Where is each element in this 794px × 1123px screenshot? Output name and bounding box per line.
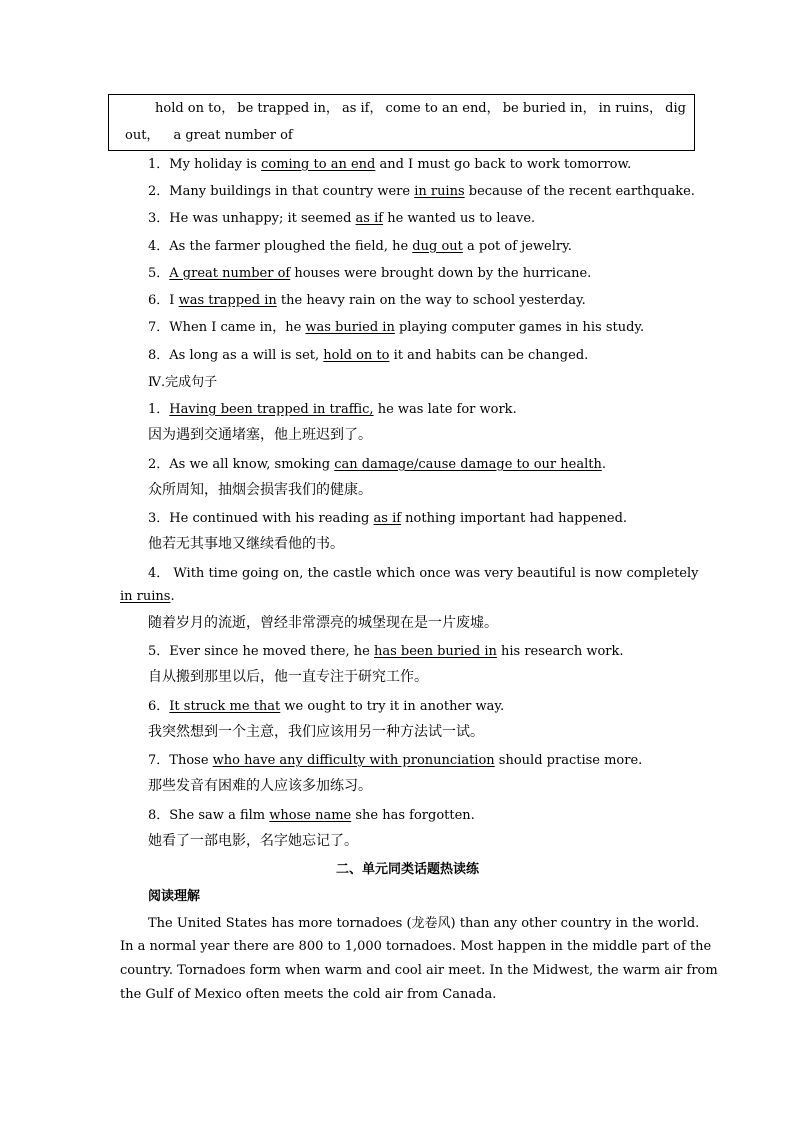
item-text: He was unhappy; it seemed bbox=[169, 211, 356, 226]
item-number: 2． bbox=[148, 457, 170, 472]
answer-text: It struck me that bbox=[169, 699, 281, 714]
item-text: his research work. bbox=[496, 644, 624, 659]
item-text: nothing important had happened. bbox=[401, 511, 628, 526]
answer-text: can damage/cause damage to our health bbox=[334, 457, 602, 472]
item-text: Many buildings in that country were bbox=[169, 184, 415, 199]
item-text: My holiday is bbox=[169, 157, 262, 172]
chinese-translation: 那些发音有困难的人应该多加练习。 bbox=[148, 778, 372, 794]
exercise-item bbox=[148, 453, 606, 472]
item-number: 5． bbox=[148, 644, 170, 659]
exercise-item bbox=[148, 695, 504, 714]
word-bank-row bbox=[125, 122, 686, 149]
item-text: She saw a film bbox=[169, 808, 270, 823]
exercise-item bbox=[148, 235, 572, 254]
answer-text: A great number of bbox=[169, 266, 291, 281]
item-text: . bbox=[170, 589, 175, 604]
exercise-item bbox=[148, 344, 588, 363]
item-number: 3． bbox=[148, 211, 170, 226]
word-bank-item: be trapped in， bbox=[237, 101, 339, 116]
exercise-item bbox=[148, 207, 535, 226]
answer-text: as if bbox=[355, 211, 384, 226]
item-text: As long as a will is set, bbox=[169, 348, 324, 363]
word-bank-item: a great number of bbox=[173, 128, 293, 143]
item-text: she has forgotten. bbox=[351, 808, 475, 823]
chinese-translation: 他若无其事地又继续看他的书。 bbox=[148, 536, 344, 552]
exercise-item bbox=[148, 289, 586, 308]
item-number: 1． bbox=[148, 157, 170, 172]
item-number: 4． bbox=[148, 239, 170, 254]
item-text: should practise more. bbox=[494, 753, 643, 768]
reading-heading: 阅读理解 bbox=[148, 889, 201, 904]
word-bank-item: hold on to， bbox=[155, 101, 235, 116]
item-number: 6． bbox=[148, 293, 170, 308]
item-text: With time going on, the castle which once was very beautiful is now completely bbox=[173, 566, 699, 581]
answer-text: was buried in bbox=[305, 320, 395, 335]
word-bank-item: dig bbox=[665, 101, 686, 116]
exercise-item bbox=[148, 804, 475, 823]
chinese-translation: 自从搬到那里以后，他一直专注于研究工作。 bbox=[148, 669, 428, 685]
word-bank-box bbox=[108, 94, 695, 151]
item-text: . bbox=[601, 457, 606, 472]
exercise-item-continued bbox=[120, 589, 175, 604]
exercise-item bbox=[148, 398, 517, 417]
item-text: it and habits can be changed. bbox=[389, 348, 589, 363]
answer-text: dug out bbox=[412, 239, 463, 254]
item-number: 1． bbox=[148, 402, 170, 417]
answer-text: Having been trapped in traffic, bbox=[169, 402, 374, 417]
item-number: 2． bbox=[148, 184, 170, 199]
item-text: When I came in，he bbox=[169, 320, 306, 335]
exercise-item bbox=[148, 262, 591, 281]
item-text: the heavy rain on the way to school yesterday. bbox=[276, 293, 586, 308]
answer-text: in ruins bbox=[120, 589, 171, 604]
item-number: 8． bbox=[148, 348, 170, 363]
item-text: As the farmer ploughed the field, he bbox=[169, 239, 413, 254]
item-text: Those bbox=[169, 753, 213, 768]
chinese-translation: 众所周知，抽烟会损害我们的健康。 bbox=[148, 482, 372, 498]
item-number: 3． bbox=[148, 511, 170, 526]
part-heading: 二、单元同类话题热读练 bbox=[336, 862, 480, 877]
item-text: I bbox=[169, 293, 179, 308]
item-text: He continued with his reading bbox=[169, 511, 374, 526]
exercise-item bbox=[148, 153, 631, 172]
passage-line: the Gulf of Mexico often meets the cold air from Canada. bbox=[120, 987, 497, 1002]
word-bank-item: come to an end， bbox=[385, 101, 500, 116]
answer-text: was trapped in bbox=[178, 293, 277, 308]
item-text: we ought to try it in another way. bbox=[280, 699, 505, 714]
item-text: because of the recent earthquake. bbox=[464, 184, 695, 199]
word-bank-item: in ruins， bbox=[598, 101, 663, 116]
item-text: playing computer games in his study. bbox=[394, 320, 645, 335]
item-number: 8． bbox=[148, 808, 170, 823]
chinese-translation: 我突然想到一个主意，我们应该用另一种方法试一试。 bbox=[148, 724, 484, 740]
exercise-item bbox=[148, 749, 642, 768]
exercise-item bbox=[148, 180, 695, 199]
section-heading: Ⅳ.完成句子 bbox=[148, 375, 218, 390]
item-number: 7． bbox=[148, 320, 170, 335]
item-text: he wanted us to leave. bbox=[383, 211, 536, 226]
answer-text: has been buried in bbox=[373, 644, 497, 659]
item-number: 4． bbox=[148, 566, 170, 581]
exercise-item bbox=[148, 316, 644, 335]
answer-text: hold on to bbox=[323, 348, 390, 363]
exercise-item bbox=[148, 640, 624, 659]
chinese-translation: 因为遇到交通堵塞，他上班迟到了。 bbox=[148, 427, 372, 443]
word-bank-item: as if， bbox=[341, 101, 383, 116]
item-text: As we all know, smoking bbox=[169, 457, 335, 472]
passage-line: The United States has more tornadoes (龙卷风) than any other country in the world. bbox=[148, 916, 700, 931]
item-number: 7． bbox=[148, 753, 170, 768]
exercise-item bbox=[148, 507, 627, 526]
item-number: 6． bbox=[148, 699, 170, 714]
item-text: Ever since he moved there, he bbox=[169, 644, 374, 659]
item-text: a pot of jewelry. bbox=[462, 239, 572, 254]
exercise-item bbox=[148, 562, 699, 581]
item-number: 5． bbox=[148, 266, 170, 281]
word-bank-row bbox=[125, 95, 686, 122]
item-text: and I must go back to work tomorrow. bbox=[375, 157, 632, 172]
answer-text: in ruins bbox=[414, 184, 465, 199]
answer-text: who have any difficulty with pronunciation bbox=[212, 753, 495, 768]
item-text: he was late for work. bbox=[373, 402, 517, 417]
answer-text: as if bbox=[373, 511, 402, 526]
chinese-translation: 她看了一部电影，名字她忘记了。 bbox=[148, 833, 358, 849]
item-text: houses were brought down by the hurricane. bbox=[290, 266, 592, 281]
word-bank-item: be buried in， bbox=[502, 101, 596, 116]
answer-text: coming to an end bbox=[261, 157, 376, 172]
passage-line: In a normal year there are 800 to 1,000 tornadoes. Most happen in the middle part of the bbox=[120, 939, 712, 954]
answer-text: whose name bbox=[269, 808, 352, 823]
word-bank-item: out， bbox=[125, 128, 160, 143]
passage-line: country. Tornadoes form when warm and cool air meet. In the Midwest, the warm air from bbox=[120, 963, 718, 978]
chinese-translation: 随着岁月的流逝，曾经非常漂亮的城堡现在是一片废墟。 bbox=[148, 615, 498, 631]
